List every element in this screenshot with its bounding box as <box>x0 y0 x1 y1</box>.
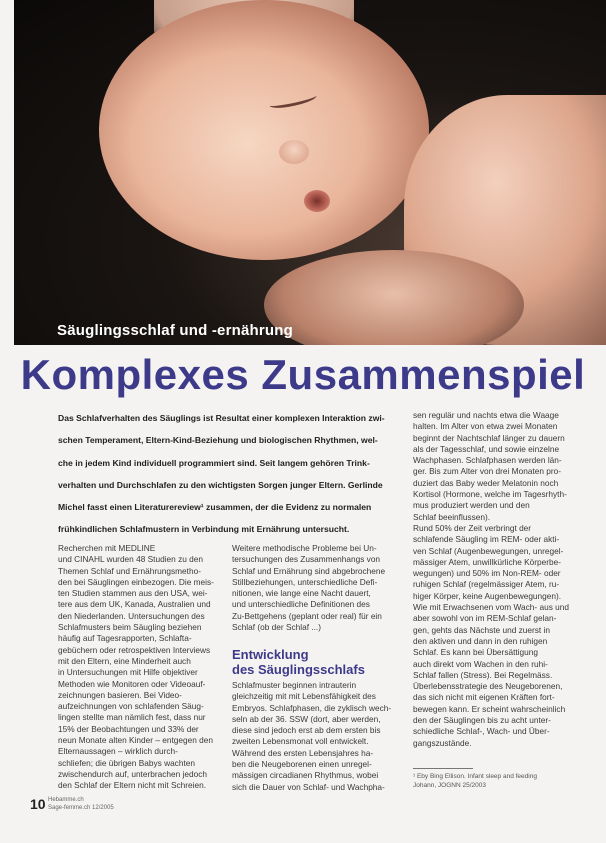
body-text-line: und CINAHL wurden 48 Studien zu den <box>58 554 203 565</box>
body-text-line: schiedliche Schlaf-, Wach- und Über- <box>413 726 550 737</box>
article-headline: Komplexes Zusammenspiel <box>20 351 586 398</box>
body-text-line: mus produziert werden und den <box>413 500 530 511</box>
body-text-line: Schlafmuster beginnen intrauterin <box>232 680 357 690</box>
body-text-line: zweiten Lebensmonat voll entwickelt. <box>232 736 369 747</box>
footnote-line: ¹ Eby Bing Ellison. Infant sleep and feeding <box>413 773 537 780</box>
footnote-rule <box>413 768 473 769</box>
body-text-line: Wachphasen. Schlafphasen werden län- <box>413 455 562 466</box>
body-text-line: gangszustände. <box>413 737 472 748</box>
publication-info <box>48 797 114 812</box>
intro-line: verhalten und Durchschlafen zu den wichtigsten Sorgen junger Eltern. Gerlinde <box>58 479 383 490</box>
body-text-line: mässiger Atem, unwillkürliche Körperbe- <box>413 556 562 567</box>
body-text-line: den bei Säuglingen einbezogen. Die meis- <box>58 576 214 587</box>
body-text-line: Methoden wie Monitoren oder Videoauf- <box>58 678 206 689</box>
body-text-line: den Schlaf der Eltern nicht mit Schreien. <box>58 780 207 791</box>
body-text-line: Wie mit Erwachsenen vom Wach- aus und <box>413 602 570 613</box>
sleeping-baby-photo <box>14 0 606 345</box>
body-text-line: ten Studien stammen aus den USA, wei- <box>58 588 208 599</box>
body-text-line: ven Schlaf (Augenbewegungen, unregel- <box>413 545 564 556</box>
body-text-line: gebüchern oder retrospektiven Interviews <box>58 644 211 655</box>
body-text-line: Schlaf. Es kann bei Übersättigung <box>413 647 538 658</box>
intro-line: Das Schlafverhalten des Säuglings ist Resultat einer komplexen Interaktion zwi- <box>58 413 385 423</box>
body-text-line: halten. Im Alter von etwa zwei Monaten <box>413 421 558 432</box>
body-text-line: schliefen; die übrigen Babys wachten <box>58 757 195 768</box>
subheading-line: des Säuglingsschlafs <box>232 662 365 677</box>
body-text-line: den aktiven und dann in den ruhigen <box>413 635 548 646</box>
body-text-line: Rund 50% der Zeit verbringt der <box>413 522 532 533</box>
body-text-line: als der Tagesschlaf, und sowie einzelne <box>413 443 560 454</box>
body-text-line: diese sind jedoch erst ab dem ersten bis <box>232 725 381 736</box>
body-text-line: Recherchen mit MEDLINE <box>58 543 156 553</box>
body-text-line: gen, gehts das Nächste und zuerst in <box>413 624 550 635</box>
intro-line: che in jedem Kind individuell programmiert sind. Seit langem gehören Trink- <box>58 457 370 468</box>
body-column-2 <box>232 543 400 633</box>
subheading-line: Entwicklung <box>232 647 309 662</box>
body-text-line: mit den Eltern, eine Minderheit auch <box>58 655 191 666</box>
body-text-line: Schlaf fallen (Stress). Bei Regelmäss. <box>413 669 553 680</box>
body-text-line: lingen stellte man nämlich fest, dass nur <box>58 712 206 723</box>
body-text-line: ben die Neugeborenen einen unregel- <box>232 759 372 770</box>
body-text-line: bewegen kann. Er scheint wahrscheinlich <box>413 703 566 714</box>
publication-info-line: Hebamme.ch <box>48 797 84 803</box>
body-text-line: aufzeichnungen von schlafenden Säug- <box>58 701 204 712</box>
body-column-2-continued <box>232 680 400 793</box>
page-number: 10 <box>30 796 46 812</box>
body-text-line: Schlaf beeinflussen). <box>413 511 491 522</box>
body-text-line: tere aus dem UK, Kanada, Australien und <box>58 599 211 610</box>
body-text-line: Während des ersten Lebensjahres ha- <box>232 747 374 758</box>
body-text-line: häufig auf Tagesrapporten, Schlafta- <box>58 633 192 644</box>
footnote <box>413 772 583 790</box>
body-text-line: Überlebensstrategie des Neugeborenen, <box>413 681 563 692</box>
body-text-line: den der Säuglingen bis zu acht unter- <box>413 715 551 726</box>
body-text-line: nitionen, wie lange eine Nacht dauert, <box>232 588 371 599</box>
body-text-line: 15% der Beobachtungen und 33% der <box>58 723 199 734</box>
body-text-line: Weitere methodische Probleme bei Un- <box>232 543 377 553</box>
body-text-line: Embryos. Schlafphasen, die zyklisch wech- <box>232 702 392 713</box>
body-text-line: beginnt der Nachtschlaf länger zu dauern <box>413 432 565 443</box>
footnote-line: Johann, JOGNN 25/2003 <box>413 782 486 789</box>
body-text-line: seln ab der 36. SSW (dort, aber werden, <box>232 713 381 724</box>
body-text-line: ruhigen Schlaf (regelmässiger Atem, ru- <box>413 579 560 590</box>
body-text-line: Schlaf und Ernährung sind abgebrochene <box>232 565 386 576</box>
body-text-line: wegungen) und 50% im Non-REM- oder <box>413 568 561 579</box>
intro-line: schen Temperament, Eltern-Kind-Beziehung und biologischen Rhythmen, wel- <box>58 435 378 446</box>
body-text-line: neun Monate alten Kinder – entgegen den <box>58 735 213 746</box>
body-text-line: das sich nicht mit eigenen Kräften fort- <box>413 692 555 703</box>
body-text-line: Stillbeziehungen, unterschiedliche Defi- <box>232 576 378 587</box>
body-text-line: duziert das Baby weder Melatonin noch <box>413 477 559 488</box>
publication-info-line: Sage-femme.ch 12/2005 <box>48 804 114 811</box>
body-text-line: mässigen circadianen Rhythmus, wobei <box>232 770 379 781</box>
body-text-line: higer Körper, keine Augenbewegungen). <box>413 590 562 601</box>
intro-line: frühkindlichen Schlafmustern in Verbindung mit Ernährung untersucht. <box>58 524 350 535</box>
body-text-line: Kortisol (Hormone, welche im Tagesrhyth- <box>413 489 567 500</box>
body-text-line: aber sowohl von im REM-Schlaf gelan- <box>413 613 557 624</box>
body-column-1 <box>58 543 222 792</box>
body-text-line: auch direkt vom Wachen in den ruhi- <box>413 658 548 669</box>
body-text-line: Zu-Bettgehens (geplant oder real) für ein <box>232 610 382 621</box>
body-text-line: tersuchungen des Zusammenhangs von <box>232 554 381 565</box>
body-text-line: zwischendurch auf, unterbrachen jedoch <box>58 768 207 779</box>
body-column-3 <box>413 410 577 749</box>
body-text-line: gleichzeitig mit mit Lebensfähigkeit des <box>232 691 376 702</box>
body-text-line: in Untersuchungen mit Hilfe objektiver <box>58 667 198 678</box>
body-text-line: den Niederlanden. Untersuchungen des <box>58 610 205 621</box>
section-subheading <box>232 647 365 677</box>
body-text-line: Schlafmusters beim Säugling beziehen <box>58 622 202 633</box>
body-text-line: sen regulär und nachts etwa die Waage <box>413 410 559 420</box>
article-kicker: Säuglingsschlaf und -ernährung <box>57 322 294 339</box>
body-text-line: schlafende Säugling im REM- oder akti- <box>413 534 560 545</box>
intro-line: Michel fasst einen Literaturereview¹ zusammen, der die Evidenz zu normalen <box>58 502 372 513</box>
body-text-line: Themen Schlaf und Ernährungsmetho- <box>58 565 201 576</box>
body-text-line: und unterschiedliche Definitionen des <box>232 599 370 610</box>
article-intro <box>58 407 400 541</box>
body-text-line: sich die Dauer von Schlaf- und Wachpha- <box>232 781 385 792</box>
body-text-line: ger. Bis zum Alter von drei Monaten pro- <box>413 466 562 477</box>
body-text-line: Schlaf (ob der Schlaf ...) <box>232 622 322 633</box>
body-text-line: zeichnungen basieren. Bei Video- <box>58 689 182 700</box>
body-text-line: Elternaussagen – wirklich durch- <box>58 746 178 757</box>
